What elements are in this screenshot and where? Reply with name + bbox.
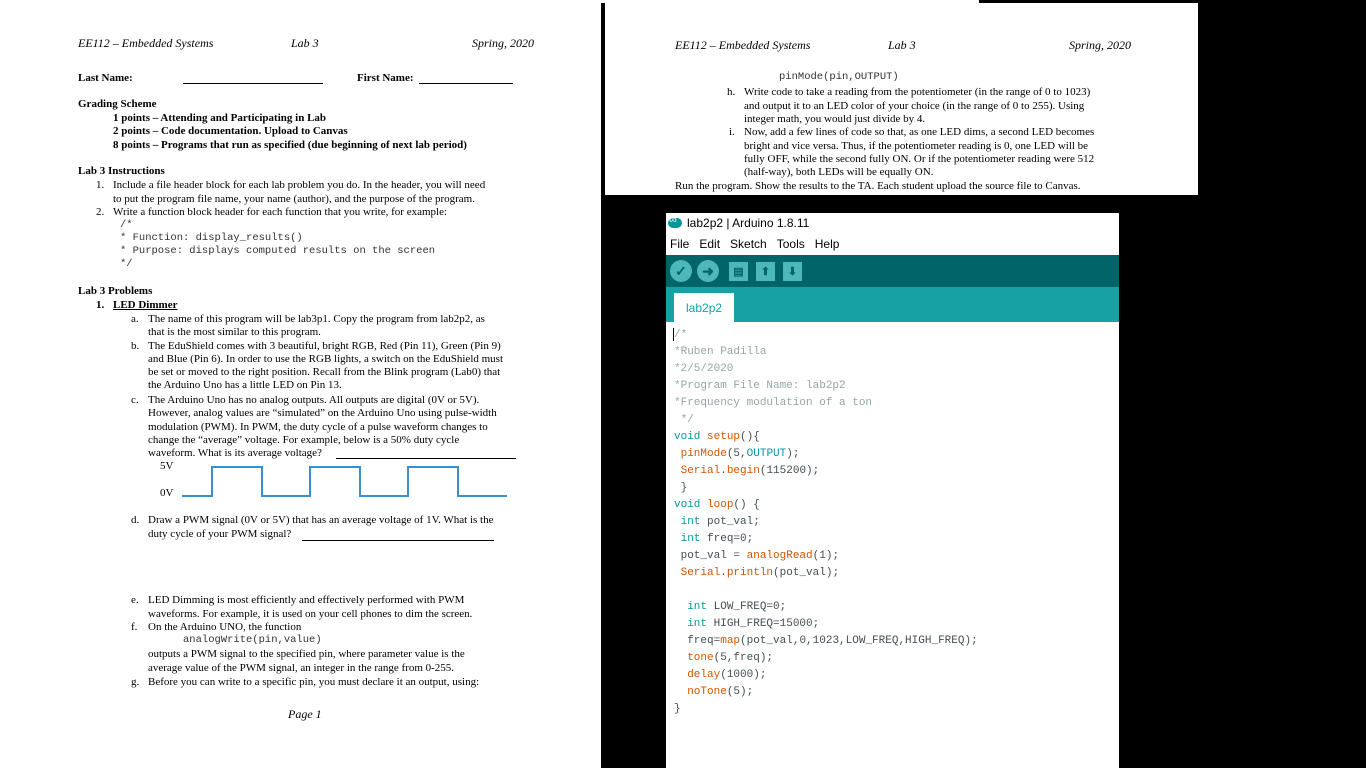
header-course: EE112 – Embedded Systems	[675, 38, 811, 52]
item-a-line: The name of this program will be lab3p1. Copy the program from lab2p2, as	[148, 313, 485, 325]
code-line: *Frequency modulation of a ton	[674, 397, 873, 409]
item-h-line: and output it to an LED color of your choice (in the range of 0 to 255). Using	[744, 100, 1085, 112]
code-example-line: */	[120, 258, 133, 270]
window-title: lab2p2 | Arduino 1.8.11	[687, 216, 810, 230]
document-page-1	[0, 0, 601, 768]
item-f-code: analogWrite(pin,value)	[183, 634, 322, 646]
answer-blank	[302, 540, 494, 541]
pwm-waveform	[180, 462, 510, 500]
code-example-line: /*	[120, 219, 133, 231]
open-arrow-up-icon[interactable]: ⬆	[756, 262, 775, 281]
code-line: *Ruben Padilla	[674, 346, 767, 358]
arduino-ide-window	[666, 213, 1119, 768]
menu-sketch[interactable]: Sketch	[730, 237, 767, 251]
header-lab: Lab 3	[888, 38, 916, 52]
instruction-text: to put the program file name, your name (author), and the purpose of the program.	[113, 193, 475, 205]
code-line: tone(5,freq);	[687, 652, 774, 664]
item-i-line: Now, add a few lines of code so that, as one LED dims, a second LED becomes	[744, 126, 1095, 138]
code-line: int LOW_FREQ=0;	[687, 601, 787, 613]
toolbar	[666, 255, 1119, 287]
item-letter: b.	[131, 340, 140, 352]
item-h-line: integer math, you would just divide by 4.	[744, 113, 926, 125]
item-e-line: waveforms. For example, it is used on your cell phones to dim the screen.	[148, 608, 473, 620]
item-f-line: outputs a PWM signal to the specified pin, where parameter value is the	[148, 648, 465, 660]
arduino-logo-icon	[668, 218, 682, 228]
item-c-line: modulation (PWM). In PWM, the duty cycle of a pulse waveform changes to	[148, 421, 488, 433]
code-line: pot_val = analogRead(1);	[674, 550, 840, 562]
tab-bar	[666, 287, 1119, 322]
item-g-line: Before you can write to a specific pin, you must declare it an output, using:	[148, 676, 480, 688]
run-instruction: Run the program. Show the results to the TA. Each student upload the source file to Canvas.	[675, 180, 1081, 192]
item-e-line: LED Dimming is most efficiently and effectively performed with PWM	[148, 594, 465, 606]
code-line: int freq=0;	[680, 533, 754, 545]
code-line: freq=map(pot_val,0,1023,LOW_FREQ,HIGH_FREQ);	[674, 635, 978, 647]
problems-title: Lab 3 Problems	[78, 285, 153, 297]
code-line: pinMode(pin,OUTPUT)	[779, 71, 899, 83]
item-letter: f.	[131, 621, 138, 633]
code-line: void loop() {	[674, 499, 760, 511]
code-line: }	[674, 482, 688, 494]
menu-bar	[666, 233, 1119, 255]
grading-item: 8 points – Programs that run as specified (due beginning of next lab period)	[113, 139, 467, 151]
item-letter: g.	[131, 676, 140, 688]
item-f-line: average value of the PWM signal, an integer in the range from 0-255.	[148, 662, 455, 674]
first-name-blank	[419, 83, 513, 84]
code-line: */	[674, 414, 694, 426]
item-c-line: However, analog values are “simulated” on the Arduino Uno using pulse-width	[148, 407, 497, 419]
item-b-line: The EduShield comes with 3 beautiful, bright RGB, Red (Pin 11), Green (Pin 9)	[148, 340, 501, 352]
item-c-line: change the “average” voltage. For example, below is a 50% duty cycle	[148, 434, 460, 446]
grading-item: 1 points – Attending and Participating in Lab	[113, 112, 327, 124]
new-file-icon[interactable]: ▤	[729, 262, 748, 281]
code-line: void setup(){	[674, 431, 760, 443]
window-titlebar[interactable]	[666, 213, 1119, 233]
code-line: Serial.begin(115200);	[680, 465, 820, 477]
problem-title: LED Dimmer	[113, 299, 178, 311]
item-d-line: duty cycle of your PWM signal?	[148, 528, 292, 540]
item-letter: i.	[729, 126, 735, 138]
label-0v: 0V	[160, 487, 174, 499]
item-c-line: waveform. What is its average voltage?	[148, 447, 322, 459]
item-letter: a.	[131, 313, 139, 325]
code-example-line: * Function: display_results()	[120, 232, 303, 244]
item-b-line: and Blue (Pin 6). In order to use the RGB lights, a switch on the EduShield must	[148, 353, 504, 365]
verify-check-icon[interactable]: ✓	[670, 260, 692, 282]
save-arrow-down-icon[interactable]: ⬇	[783, 262, 802, 281]
item-b-line: be set or moved to the right position. Recall from the Blink program (Lab0) that	[148, 366, 501, 378]
item-letter: h.	[727, 86, 736, 98]
first-name-label: First Name:	[357, 72, 414, 84]
code-line: int pot_val;	[680, 516, 760, 528]
code-line: delay(1000);	[687, 669, 767, 681]
answer-blank	[336, 458, 516, 459]
code-line: Serial.println(pot_val);	[680, 567, 840, 579]
problem-number: 1.	[96, 299, 105, 311]
grading-item: 2 points – Code documentation. Upload to Canvas	[113, 125, 348, 137]
item-letter: e.	[131, 594, 139, 606]
instruction-text: Write a function block header for each function that you write, for example:	[113, 206, 448, 218]
header-lab: Lab 3	[291, 36, 319, 50]
item-a-line: that is the most similar to this program.	[148, 326, 321, 338]
item-c-line: The Arduino Uno has no analog outputs. All outputs are digital (0V or 5V).	[148, 394, 480, 406]
code-line: *Program File Name: lab2p2	[674, 380, 846, 392]
code-line: pinMode(5,OUTPUT);	[680, 448, 800, 460]
code-line: }	[674, 703, 681, 715]
document-page-2	[605, 3, 1198, 195]
page-footer: Page 1	[288, 707, 322, 721]
header-course: EE112 – Embedded Systems	[78, 36, 214, 50]
item-letter: c.	[131, 394, 139, 406]
item-i-line: fully OFF, while the second fully ON. Or if the potentiometer reading were 512	[744, 153, 1095, 165]
instruction-text: Include a file header block for each lab problem you do. In the header, you will need	[113, 179, 486, 191]
menu-help[interactable]: Help	[814, 237, 840, 251]
item-b-line: the Arduino Uno has a little LED on Pin 13.	[148, 379, 342, 391]
item-i-line: bright and vice versa. Thus, if the potentiometer reading is 0, one LED will be	[744, 140, 1089, 152]
header-term: Spring, 2020	[1069, 38, 1132, 52]
upload-arrow-icon[interactable]: ➜	[697, 260, 719, 282]
code-line: /*	[674, 329, 688, 341]
instruction-number: 1.	[96, 179, 105, 191]
grading-title: Grading Scheme	[78, 98, 157, 110]
instruction-number: 2.	[96, 206, 105, 218]
menu-edit[interactable]: Edit	[699, 237, 721, 251]
item-f-line: On the Arduino UNO, the function	[148, 621, 302, 633]
code-example-line: * Purpose: displays computed results on the screen	[120, 245, 436, 257]
code-line: *2/5/2020	[674, 363, 734, 375]
item-i-line: (half-way), both LEDs will be equally ON.	[744, 166, 934, 178]
instructions-title: Lab 3 Instructions	[78, 165, 165, 177]
code-line: int HIGH_FREQ=15000;	[687, 618, 820, 630]
item-letter: d.	[131, 514, 140, 526]
last-name-label: Last Name:	[78, 72, 133, 84]
header-term: Spring, 2020	[472, 36, 535, 50]
menu-file[interactable]: File	[670, 237, 690, 251]
item-h-line: Write code to take a reading from the potentiometer (in the range of 0 to 1023)	[744, 86, 1091, 98]
item-d-line: Draw a PWM signal (0V or 5V) that has an average voltage of 1V. What is the	[148, 514, 494, 526]
last-name-blank	[183, 83, 323, 84]
label-5v: 5V	[160, 460, 174, 472]
code-line: noTone(5);	[687, 686, 754, 698]
tab-lab2p2[interactable]: lab2p2	[674, 293, 734, 322]
menu-tools[interactable]: Tools	[776, 237, 805, 251]
